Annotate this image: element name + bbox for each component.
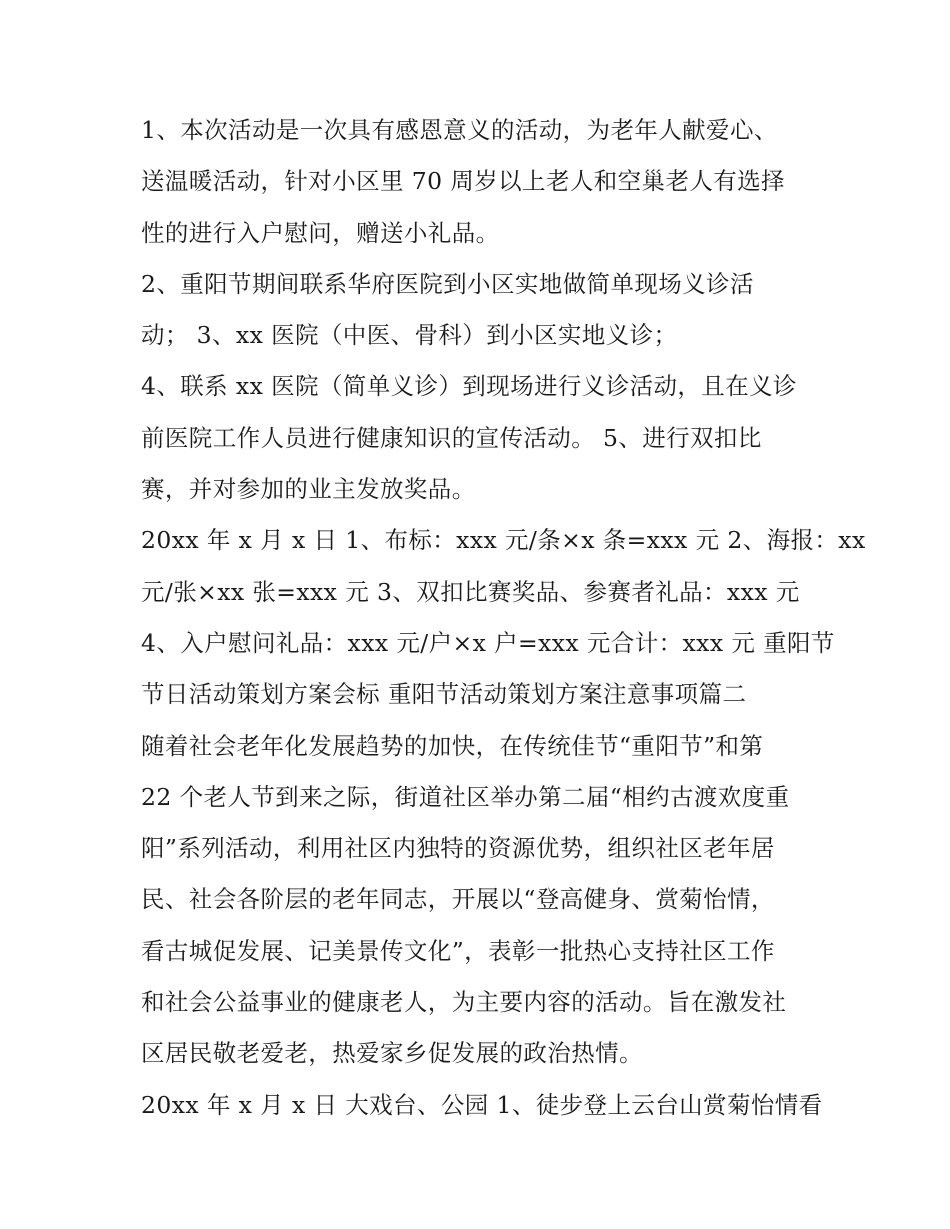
text-line: 20xx 年 x 月 x 日 1、布标：xxx 元/条×x 条=xxx 元 2、海报：xx [141, 526, 866, 555]
text-line: 送温暖活动，针对小区里 70 周岁以上老人和空巢老人有选择 [141, 167, 785, 196]
text-line: 赛，并对参加的业主发放奖品。 [141, 475, 476, 504]
text-line: 阳”系列活动，利用社区内独特的资源优势，组织社区老年居 [141, 834, 775, 863]
text-line: 元/张×xx 张=xxx 元 3、双扣比赛奖品、参赛者礼品：xxx 元 [141, 577, 800, 606]
text-line: 随着社会老年化发展趋势的加快，在传统佳节“重阳节”和第 [141, 731, 764, 760]
text-line: 4、入户慰问礼品：xxx 元/户×x 户=xxx 元合计：xxx 元 重阳节 [141, 628, 835, 657]
text-line: 区居民敬老爱老，热爱家乡促发展的政治热情。 [141, 1039, 643, 1068]
text-line: 2、重阳节期间联系华府医院到小区实地做简单现场义诊活 [141, 269, 754, 298]
text-line: 性的进行入户慰问，赠送小礼品。 [141, 218, 500, 247]
text-line: 前医院工作人员进行健康知识的宣传活动。 5、进行双扣比 [141, 423, 762, 452]
text-line: 20xx 年 x 月 x 日 大戏台、公园 1、徒步登上云台山赏菊怡情看 [141, 1090, 823, 1119]
text-line: 22 个老人节到来之际，街道社区举办第二届“相约古渡欢度重 [141, 782, 790, 811]
document-body [141, 108, 866, 1134]
text-line: 看古城促发展、记美景传文化”，表彰一批热心支持社区工作 [141, 936, 775, 965]
text-line: 和社会公益事业的健康老人，为主要内容的活动。旨在激发社 [141, 988, 787, 1017]
text-line: 节日活动策划方案会标 重阳节活动策划方案注意事项篇二 [141, 680, 747, 709]
text-line: 动； 3、xx 医院（中医、骨科）到小区实地义诊； [141, 321, 678, 350]
text-line: 民、社会各阶层的老年同志，开展以“登高健身、赏菊怡情， [141, 885, 775, 914]
text-line: 4、联系 xx 医院（简单义诊）到现场进行义诊活动，且在义诊 [141, 372, 797, 401]
text-line: 1、本次活动是一次具有感恩意义的活动，为老年人献爱心、 [141, 116, 778, 144]
